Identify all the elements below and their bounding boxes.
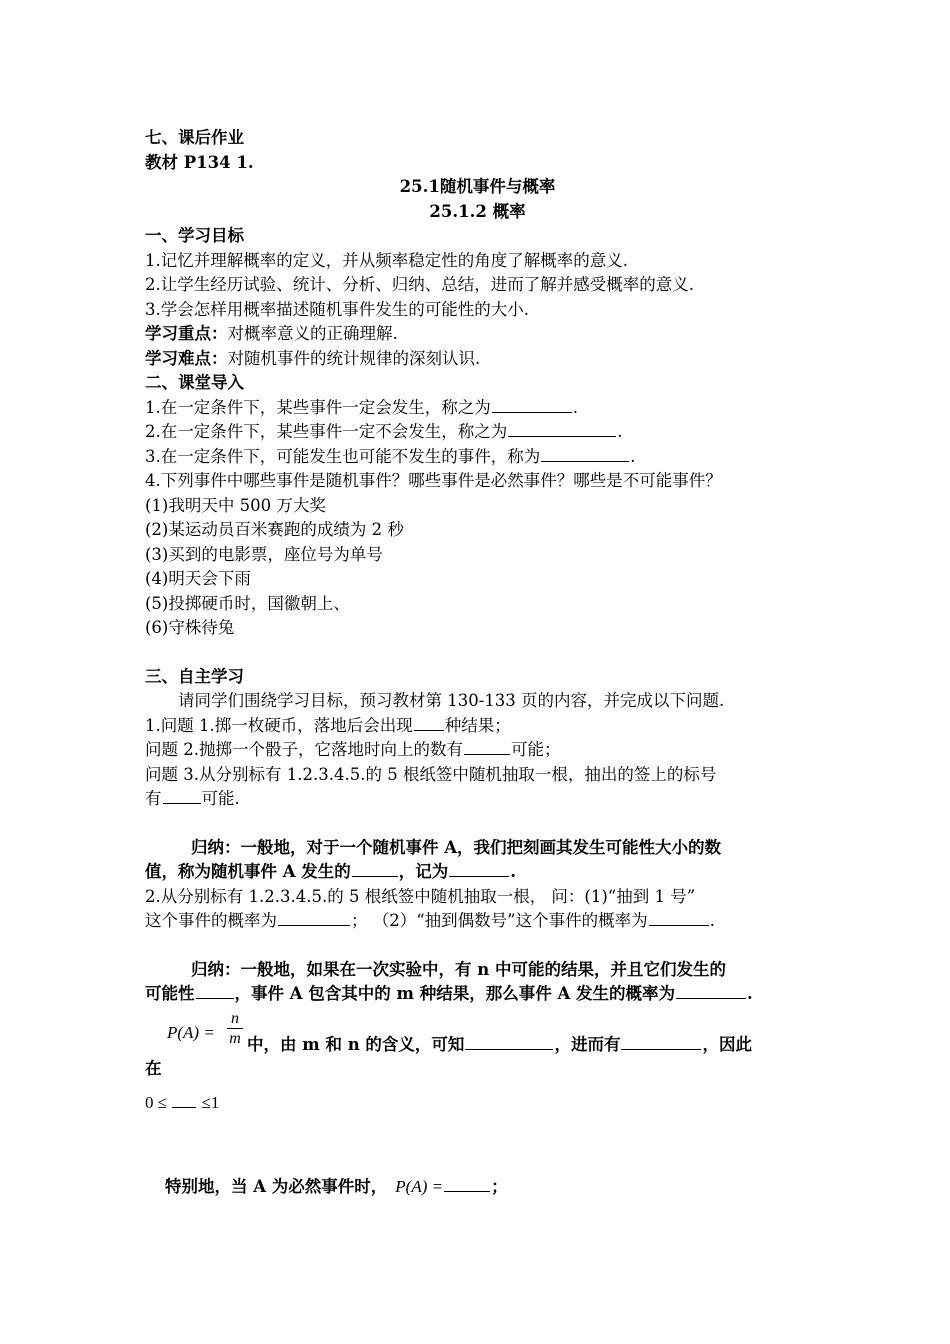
event-item: (1)我明天中 500 万大奖 — [145, 495, 326, 515]
homework-heading: 七、课后作业 — [145, 128, 244, 147]
answer-blank[interactable] — [492, 397, 572, 413]
document-page — [145, 126, 810, 1200]
formula-denominator: m — [229, 1029, 241, 1047]
summary-1-line-2: 值，称为随机事件 A 发生的 ，记为 . — [145, 862, 517, 881]
summary-2-line-2: 可能性 ，事件 A 包含其中的 m 种结果，那么事件 A 发生的概率为 . — [145, 984, 753, 1003]
problem-3-line-2: 有 可能. — [145, 789, 240, 808]
goal-item-3: 3.学会怎样用概率描述随机事件发生的可能性的大小. — [145, 299, 529, 319]
summary-1-line-1: 归纳：一般地，对于一个随机事件 A，我们把刻画其发生可能性大小的数 — [191, 837, 722, 857]
answer-blank[interactable] — [352, 861, 398, 877]
event-item: (4)明天会下雨 — [145, 569, 251, 588]
probability-range: 0 ≤ ≤1 — [145, 1092, 220, 1112]
answer-blank[interactable] — [508, 421, 616, 437]
goals-heading: 一、学习目标 — [145, 226, 244, 245]
answer-blank[interactable] — [444, 1176, 490, 1192]
answer-blank[interactable] — [196, 983, 234, 999]
hard-point — [145, 347, 810, 372]
goal-item-1: 1.记忆并理解概率的定义，并从频率稳定性的角度了解概率的意义. — [145, 250, 628, 270]
key-point-label: 学习重点： — [145, 324, 228, 343]
problem-3-line-1: 问题 3.从分别标有 1.2.3.4.5.的 5 根纸签中随机抽取一根，抽出的签上的标号 — [145, 764, 717, 784]
self-study-instruction: 请同学们围绕学习目标，预习教材第 130-133 页的内容，并完成以下问题. — [178, 691, 725, 710]
problem-2: 问题 2.抛掷一个骰子，它落地时向上的数有 可能； — [145, 740, 561, 759]
lesson-title: 25.1随机事件与概率 — [399, 177, 556, 196]
hard-point-text: 对随机事件的统计规律的深刻认识. — [227, 348, 481, 368]
summary-2-line-1: 归纳：一般地，如果在一次实验中，有 n 中可能的结果，并且它们发生的 — [191, 959, 726, 979]
formula-lhs: P(A) = — [167, 1022, 215, 1042]
answer-blank[interactable] — [278, 910, 350, 926]
answer-blank[interactable] — [449, 861, 509, 877]
answer-blank[interactable] — [163, 788, 201, 804]
draw-question-line-2: 这个事件的概率为 ； （2）“抽到偶数号”这个事件的概率为 . — [145, 911, 715, 930]
formula-fraction — [227, 1009, 243, 1048]
problem-1: 1.问题 1.掷一枚硬币，落地后会出现 种结果； — [145, 715, 511, 735]
draw-question-line-1: 2.从分别标有 1.2.3.4.5.的 5 根纸签中随机抽取一根， 问：(1)“抽到 1 号” — [145, 886, 696, 906]
answer-blank[interactable] — [465, 1034, 553, 1050]
formula-tail: 在 — [145, 1058, 162, 1078]
event-item: (3)买到的电影票，座位号为单号 — [145, 544, 383, 564]
answer-blank[interactable] — [541, 446, 629, 462]
goal-item-2: 2.让学生经历试验、统计、分析、归纳、总结，进而了解并感受概率的意义. — [145, 275, 694, 294]
special-case: 特别地，当 A 为必然事件时， P(A) = ； — [165, 1177, 508, 1196]
formula-numerator: n — [227, 1009, 243, 1029]
event-item: (5)投掷硬币时，国徽朝上、 — [145, 593, 350, 613]
probability-formula — [145, 1009, 810, 1085]
answer-blank[interactable] — [464, 739, 510, 755]
answer-blank[interactable] — [621, 1034, 701, 1050]
event-item: (2)某运动员百米赛跑的成绩为 2 秒 — [145, 520, 404, 539]
answer-blank[interactable] — [172, 1092, 196, 1108]
intro-heading: 二、课堂导入 — [145, 373, 244, 392]
intro-question-1: 1.在一定条件下，某些事件一定会发生，称之为 . — [145, 397, 578, 417]
event-item: (6)守株待兔 — [145, 618, 235, 637]
key-point-text: 对概率意义的正确理解. — [227, 324, 398, 343]
intro-question-2: 2.在一定条件下，某些事件一定不会发生，称之为 . — [145, 422, 623, 441]
lesson-subtitle: 25.1.2 概率 — [429, 201, 526, 221]
homework-task: 教材 P134 1. — [145, 152, 254, 172]
key-point — [145, 322, 810, 347]
formula-explanation: 中，由 m 和 n 的含义，可知 ，进而有 ，因此 — [247, 1034, 752, 1054]
hard-point-label: 学习难点： — [145, 348, 228, 368]
answer-blank[interactable] — [649, 910, 709, 926]
answer-blank[interactable] — [676, 983, 746, 999]
answer-blank[interactable] — [414, 715, 444, 731]
special-lhs: P(A) = — [395, 1177, 444, 1196]
intro-question-4: 4.下列事件中哪些事件是随机事件？哪些事件是必然事件？哪些是不可能事件？ — [145, 471, 722, 490]
intro-question-3: 3.在一定条件下，可能发生也可能不发生的事件，称为 . — [145, 446, 636, 466]
self-study-heading: 三、自主学习 — [145, 666, 244, 686]
